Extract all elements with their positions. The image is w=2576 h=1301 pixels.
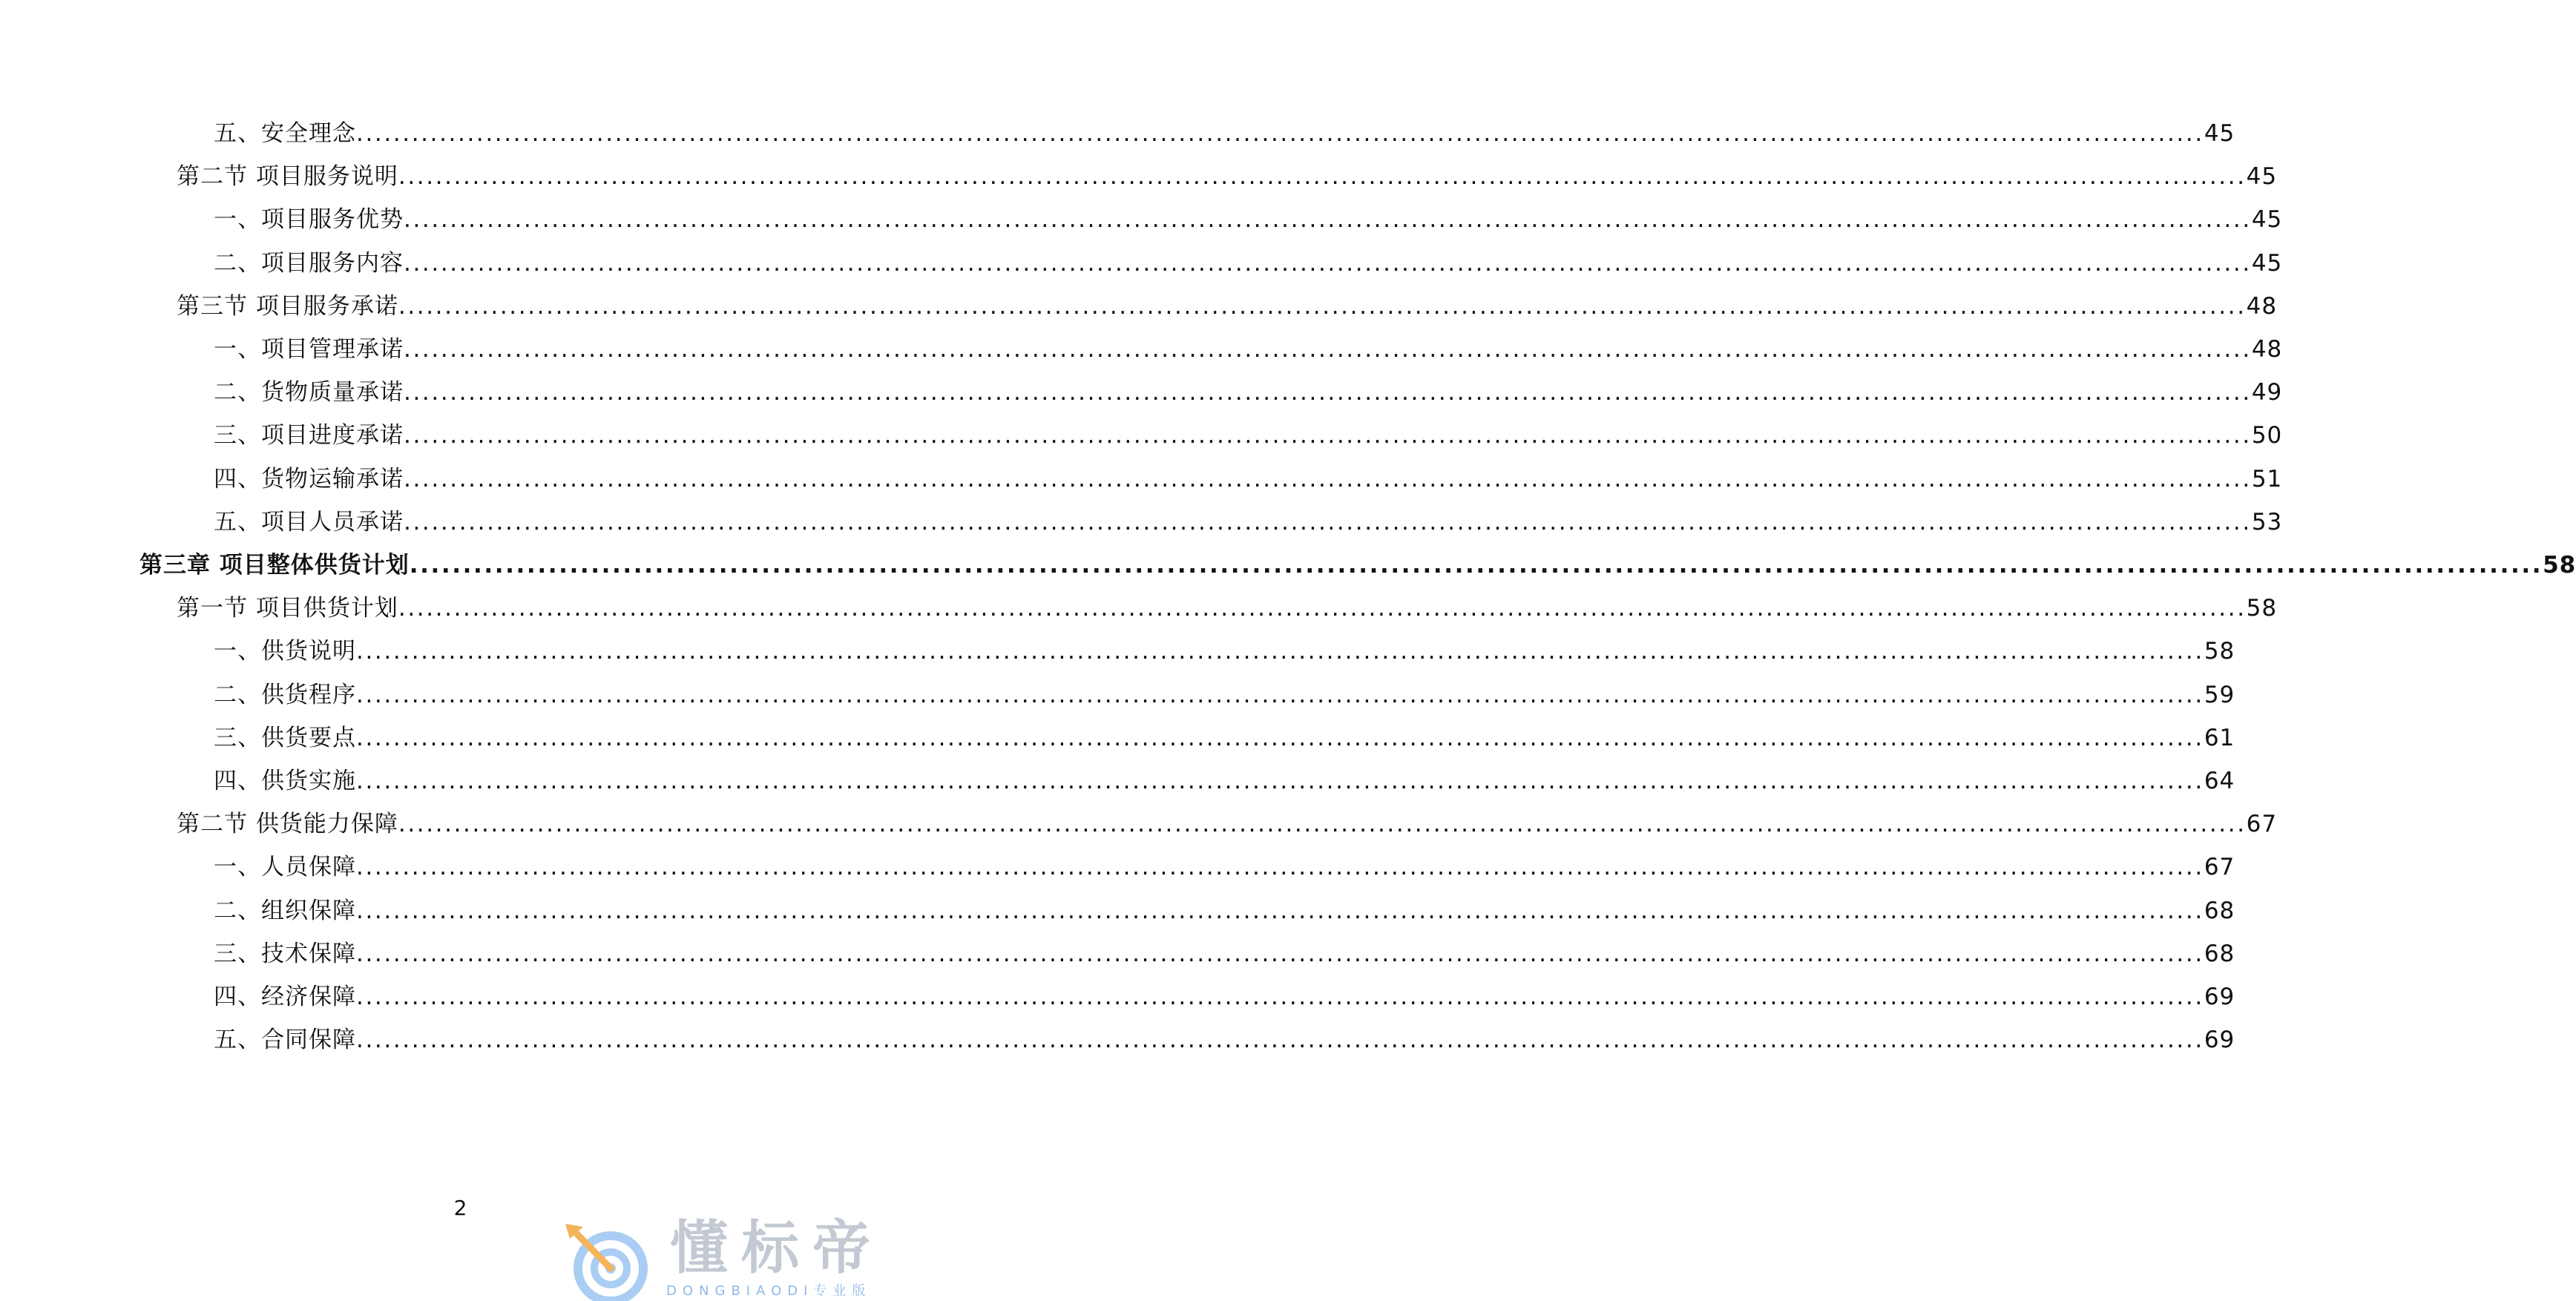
toc-dot-leader: ........................................................................................................................................................................................................ — [356, 940, 2204, 967]
toc-entry-title: 一、人员保障 — [214, 854, 356, 881]
toc-dot-leader: ........................................................................................................................................................................................................ — [356, 681, 2204, 708]
toc-subsection-entry[interactable] — [214, 335, 2283, 364]
toc-subsection-entry[interactable] — [214, 852, 2235, 882]
toc-entry-title: 五、安全理念 — [214, 120, 356, 147]
toc-dot-leader: ........................................................................................................................................................................................................ — [398, 811, 2247, 838]
toc-entry-page: 45 — [2204, 120, 2235, 147]
toc-chapter-entry[interactable] — [139, 550, 2576, 580]
toc-dot-leader: ........................................................................................................................................................................................................ — [356, 120, 2204, 147]
toc-section-entry[interactable] — [177, 593, 2278, 623]
toc-entry-title: 二、供货程序 — [214, 681, 356, 708]
toc-entry-page: 58 — [2246, 595, 2278, 622]
toc-dot-leader: ........................................................................................................................................................................................................ — [404, 206, 2252, 234]
toc-subsection-entry[interactable] — [214, 939, 2235, 969]
toc-entry-title: 一、项目管理承诺 — [214, 336, 404, 363]
toc-entry-title: 五、项目人员承诺 — [214, 508, 404, 536]
toc-subsection-entry[interactable] — [214, 421, 2283, 450]
toc-dot-leader: ........................................................................................................................................................................................................ — [404, 379, 2252, 406]
toc-entry-title: 三、技术保障 — [214, 940, 356, 967]
toc-dot-leader: ........................................................................................................................................................................................................ — [404, 249, 2252, 277]
toc-dot-leader: ........................................................................................................................................................................................................ — [356, 854, 2204, 881]
toc-entry-page: 68 — [2204, 897, 2235, 924]
toc-entry-page: 49 — [2251, 379, 2283, 406]
toc-entry-page: 69 — [2204, 1027, 2235, 1054]
toc-subsection-entry[interactable] — [214, 119, 2235, 148]
toc-dot-leader: ........................................................................................................................................................................................................ — [398, 595, 2247, 622]
toc-entry-page: 51 — [2251, 465, 2283, 493]
toc-entry-title: 二、组织保障 — [214, 897, 356, 924]
watermark-brand: 懂标帝 — [670, 1215, 884, 1282]
toc-subsection-entry[interactable] — [214, 680, 2235, 710]
toc-dot-leader: ........................................................................................................................................................................................................ — [356, 984, 2204, 1010]
toc-entry-title: 一、项目服务优势 — [214, 206, 404, 234]
toc-entry-title: 五、合同保障 — [214, 1027, 356, 1054]
toc-entry-page: 67 — [2204, 854, 2235, 881]
toc-entry-title: 第三章 项目整体供货计划 — [139, 552, 410, 579]
toc-entry-title: 四、货物运输承诺 — [214, 465, 404, 493]
toc-entry-page: 69 — [2204, 984, 2235, 1010]
toc-entry-page: 58 — [2543, 552, 2576, 579]
toc-subsection-entry[interactable] — [214, 205, 2283, 234]
toc-subsection-entry[interactable] — [214, 723, 2235, 753]
toc-dot-leader: ........................................................................................................................................................................................................ — [404, 508, 2252, 536]
toc-entry-title: 四、供货实施 — [214, 768, 356, 794]
toc-entry-title: 第二节 项目服务说明 — [177, 163, 398, 191]
toc-entry-page: 68 — [2204, 940, 2235, 967]
toc-entry-page: 45 — [2251, 249, 2283, 277]
toc-dot-leader: ........................................................................................................................................................................................................ — [404, 336, 2252, 363]
toc-dot-leader: ........................................................................................................................................................................................................ — [404, 465, 2252, 493]
toc-dot-leader: ........................................................................................................................................................................................................ — [356, 1027, 2204, 1054]
toc-entry-page: 48 — [2251, 336, 2283, 363]
toc-subsection-entry[interactable] — [214, 982, 2235, 1012]
toc-entry-page: 59 — [2204, 681, 2235, 708]
toc-entry-title: 四、经济保障 — [214, 984, 356, 1010]
toc-entry-page: 58 — [2204, 638, 2235, 665]
toc-subsection-entry[interactable] — [214, 464, 2283, 494]
toc-dot-leader: ........................................................................................................................................................................................................ — [398, 292, 2247, 320]
target-arrow-icon — [555, 1216, 659, 1301]
toc-entry-title: 三、项目进度承诺 — [214, 422, 404, 449]
toc-subsection-entry[interactable] — [214, 1025, 2235, 1055]
toc-entry-page: 61 — [2204, 724, 2235, 751]
toc-subsection-entry[interactable] — [214, 766, 2235, 796]
toc-entry-page: 50 — [2251, 422, 2283, 449]
toc-subsection-entry[interactable] — [214, 636, 2235, 666]
toc-entry-page: 48 — [2246, 292, 2278, 320]
page-number: 2 — [453, 1196, 467, 1220]
toc-dot-leader: ........................................................................................................................................................................................................ — [409, 552, 2543, 579]
toc-dot-leader: ........................................................................................................................................................................................................ — [404, 422, 2252, 449]
toc-subsection-entry[interactable] — [214, 248, 2283, 278]
toc-dot-leader: ........................................................................................................................................................................................................ — [398, 163, 2247, 191]
watermark-logo — [555, 1216, 911, 1301]
toc-entry-title: 二、项目服务内容 — [214, 249, 404, 277]
toc-entry-page: 67 — [2246, 811, 2278, 838]
toc-entry-title: 第二节 供货能力保障 — [177, 811, 398, 838]
toc-entry-title: 三、供货要点 — [214, 724, 356, 751]
toc-entry-page: 64 — [2204, 768, 2235, 794]
toc-entry-page: 53 — [2251, 508, 2283, 536]
toc-section-entry[interactable] — [177, 809, 2278, 839]
toc-dot-leader: ........................................................................................................................................................................................................ — [356, 724, 2204, 751]
toc-subsection-entry[interactable] — [214, 507, 2283, 537]
toc-entry-title: 二、货物质量承诺 — [214, 379, 404, 406]
toc-subsection-entry[interactable] — [214, 378, 2283, 407]
toc-section-entry[interactable] — [177, 292, 2278, 321]
toc-entry-page: 45 — [2246, 163, 2278, 191]
toc-entry-title: 第三节 项目服务承诺 — [177, 292, 398, 320]
toc-entry-title: 第一节 项目供货计划 — [177, 595, 398, 622]
toc-dot-leader: ........................................................................................................................................................................................................ — [356, 638, 2204, 665]
toc-section-entry[interactable] — [177, 162, 2278, 191]
toc-dot-leader: ........................................................................................................................................................................................................ — [356, 768, 2204, 794]
toc-entry-title: 一、供货说明 — [214, 638, 356, 665]
toc-subsection-entry[interactable] — [214, 896, 2235, 926]
toc-entry-page: 45 — [2251, 206, 2283, 234]
toc-dot-leader: ........................................................................................................................................................................................................ — [356, 897, 2204, 924]
watermark-subtitle: DONGBIAODI专业版 — [666, 1283, 872, 1299]
